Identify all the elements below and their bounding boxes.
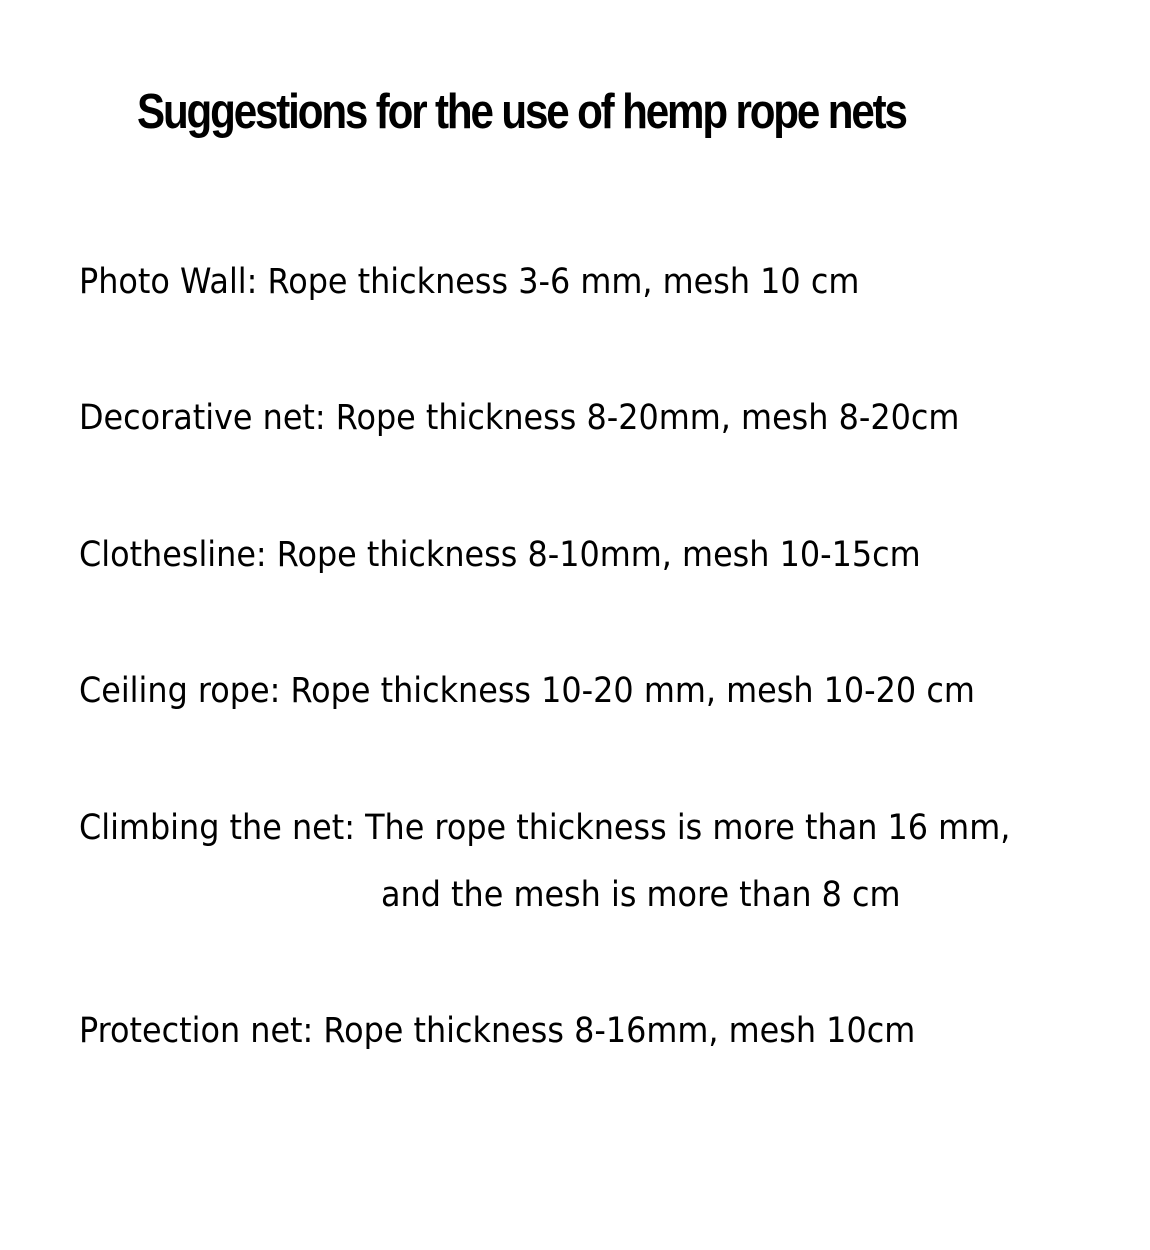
suggestion-climbing-net-continuation: and the mesh is more than 8 cm — [381, 875, 901, 915]
suggestion-decorative-net: Decorative net: Rope thickness 8-20mm, mesh 8-20cm — [79, 398, 960, 438]
suggestion-climbing-net: Climbing the net: The rope thickness is more than 16 mm, — [79, 808, 1011, 848]
suggestion-photo-wall: Photo Wall: Rope thickness 3-6 mm, mesh 10 cm — [79, 262, 860, 302]
suggestion-protection-net: Protection net: Rope thickness 8-16mm, mesh 10cm — [79, 1011, 916, 1051]
page-title: Suggestions for the use of hemp rope nets — [137, 85, 906, 139]
suggestion-clothesline: Clothesline: Rope thickness 8-10mm, mesh 10-15cm — [79, 535, 921, 575]
suggestion-ceiling-rope: Ceiling rope: Rope thickness 10-20 mm, mesh 10-20 cm — [79, 671, 975, 711]
